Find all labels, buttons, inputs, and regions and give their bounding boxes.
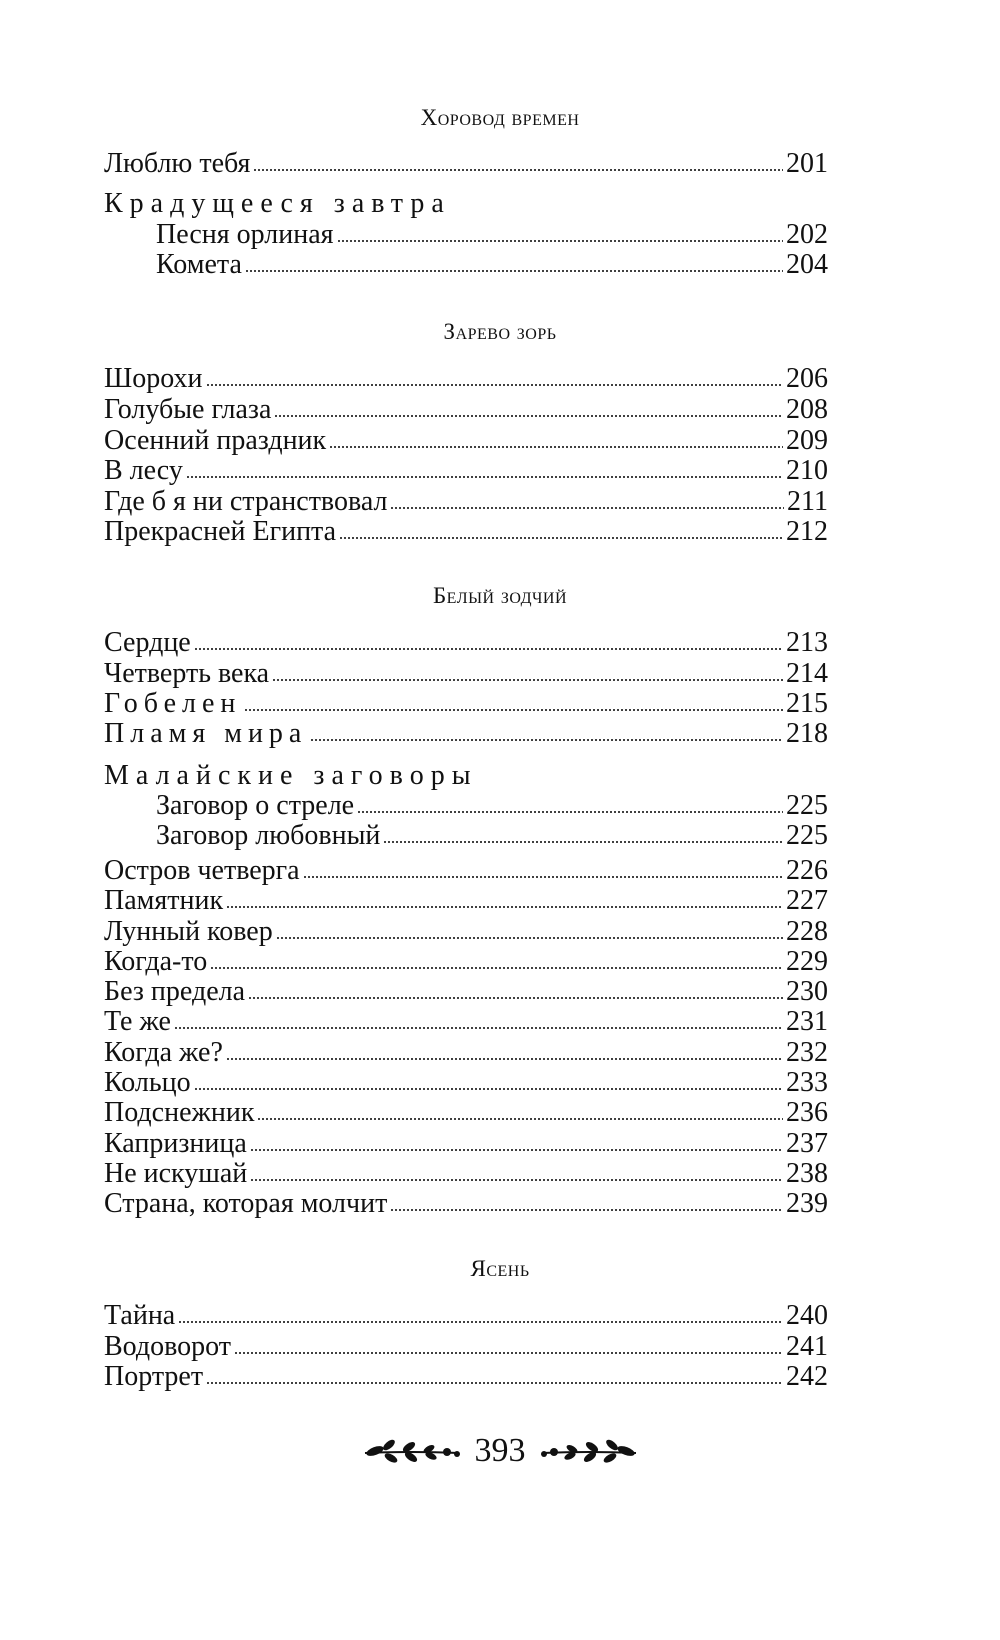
entry-page: 208 [786, 394, 828, 425]
dot-leader [194, 647, 783, 651]
toc-entry [156, 790, 828, 821]
dot-leader [337, 239, 783, 243]
entry-page: 236 [786, 1097, 828, 1128]
entry-page: 230 [786, 976, 828, 1007]
entry-page: 214 [786, 658, 828, 689]
page-footer [0, 1426, 1000, 1476]
entry-title: Гобелен [104, 688, 242, 719]
dot-leader [303, 875, 783, 879]
entry-title: Заговор о стреле [156, 790, 355, 821]
toc-entry [156, 820, 828, 851]
dot-leader [245, 269, 783, 273]
entry-title: Когда же? [104, 1037, 223, 1068]
dot-leader [210, 966, 783, 970]
entry-title: Осенний праздник [104, 425, 327, 456]
entry-title: Заговор любовный [156, 820, 381, 851]
entry-title: Портрет [104, 1361, 204, 1392]
entry-page: 239 [786, 1188, 828, 1219]
entry-title: Люблю тебя [104, 148, 251, 179]
dot-leader [178, 1320, 783, 1324]
toc-entry [104, 1037, 828, 1068]
dot-leader [250, 1148, 783, 1152]
toc-entry [104, 516, 828, 547]
toc-entry [104, 1128, 828, 1159]
entry-title: Те же [104, 1006, 171, 1037]
toc-entry [156, 249, 828, 280]
entry-title: Лунный ковер [104, 916, 273, 947]
entry-page: 240 [786, 1300, 828, 1331]
entry-page: 212 [786, 516, 828, 547]
dot-leader [274, 414, 783, 418]
toc-entry [104, 1097, 828, 1128]
dot-leader [194, 1087, 783, 1091]
entry-title: Прекрасней Египта [104, 516, 337, 547]
toc-entry [104, 1067, 828, 1098]
toc-entry [104, 425, 828, 456]
toc-entry [104, 855, 828, 886]
entry-title: Остров четверга [104, 855, 300, 886]
toc-entry [104, 1158, 828, 1189]
entry-page: 211 [787, 486, 828, 517]
toc-entry [104, 394, 828, 425]
entry-page: 215 [786, 688, 828, 719]
entry-page: 226 [786, 855, 828, 886]
entry-title: Памятник [104, 885, 224, 916]
toc-entry [104, 1331, 828, 1362]
right-leaf-ornament-icon [534, 1431, 644, 1471]
dot-leader [257, 1117, 783, 1121]
dot-leader [390, 1208, 783, 1212]
entry-title: Шорохи [104, 363, 203, 394]
group-title: Крадущееся завтра [104, 188, 451, 219]
dot-leader [272, 678, 783, 682]
entry-page: 202 [786, 219, 828, 250]
entry-title: Сердце [104, 627, 191, 658]
entry-page: 201 [786, 148, 828, 179]
entry-title: Пламя мира [104, 718, 308, 749]
entry-title: Песня орлиная [156, 219, 334, 250]
left-leaf-ornament-icon [357, 1431, 467, 1471]
dot-leader [206, 383, 783, 387]
dot-leader [310, 738, 783, 742]
dot-leader [390, 506, 784, 510]
dot-leader [206, 1381, 783, 1385]
toc-entry [104, 718, 828, 749]
dot-leader [357, 810, 783, 814]
toc-entry [156, 219, 828, 250]
entry-title: Комета [156, 249, 242, 280]
section-title: Хоровод времен [420, 105, 580, 130]
toc-entry [104, 148, 828, 179]
dot-leader [244, 708, 783, 712]
toc-entry [104, 486, 828, 517]
toc-entry [104, 658, 828, 689]
entry-page: 231 [786, 1006, 828, 1037]
entry-title: Без предела [104, 976, 246, 1007]
toc-entry [104, 363, 828, 394]
dot-leader [226, 1057, 783, 1061]
group-title: Малайские заговоры [104, 760, 478, 791]
entry-title: Водоворот [104, 1331, 232, 1362]
toc-entry [104, 916, 828, 947]
dot-leader [250, 1178, 783, 1182]
entry-title: В лесу [104, 455, 183, 486]
dot-leader [248, 996, 783, 1000]
entry-title: Не искушай [104, 1158, 248, 1189]
entry-title: Четверть века [104, 658, 270, 689]
entry-page: 225 [786, 790, 828, 821]
entry-page: 227 [786, 885, 828, 916]
toc-entry [104, 1188, 828, 1219]
dot-leader [234, 1351, 783, 1355]
entry-page: 233 [786, 1067, 828, 1098]
entry-title: Подснежник [104, 1097, 255, 1128]
toc-entry [104, 1006, 828, 1037]
entry-page: 229 [786, 946, 828, 977]
entry-page: 242 [786, 1361, 828, 1392]
toc-entry [104, 976, 828, 1007]
dot-leader [174, 1026, 783, 1030]
toc-entry [104, 885, 828, 916]
entry-title: Голубые глаза [104, 394, 272, 425]
page-number: 393 [474, 1432, 526, 1469]
entry-title: Когда-то [104, 946, 208, 977]
entry-title: Капризница [104, 1128, 247, 1159]
entry-page: 241 [786, 1331, 828, 1362]
entry-page: 238 [786, 1158, 828, 1189]
toc-entry [104, 1300, 828, 1331]
dot-leader [329, 445, 783, 449]
dot-leader [186, 475, 783, 479]
dot-leader [276, 936, 783, 940]
entry-page: 218 [786, 718, 828, 749]
section-title: Белый зодчий [432, 583, 568, 608]
entry-page: 232 [786, 1037, 828, 1068]
entry-page: 206 [786, 363, 828, 394]
entry-page: 228 [786, 916, 828, 947]
entry-page: 213 [786, 627, 828, 658]
entry-title: Где б я ни странствовал [104, 486, 388, 517]
toc-entry [104, 1361, 828, 1392]
toc-entry [104, 946, 828, 977]
dot-leader [339, 536, 783, 540]
entry-page: 225 [786, 820, 828, 851]
dot-leader [226, 905, 783, 909]
toc-entry [104, 688, 828, 719]
entry-page: 210 [786, 455, 828, 486]
entry-title: Страна, которая молчит [104, 1188, 388, 1219]
entry-page: 209 [786, 425, 828, 456]
entry-title: Кольцо [104, 1067, 191, 1098]
entry-title: Тайна [104, 1300, 176, 1331]
section-title: Зарево зорь [443, 319, 557, 344]
toc-entry [104, 455, 828, 486]
toc-entry [104, 627, 828, 658]
section-title: Ясень [470, 1256, 530, 1281]
dot-leader [383, 840, 783, 844]
entry-page: 237 [786, 1128, 828, 1159]
entry-page: 204 [786, 249, 828, 280]
dot-leader [253, 168, 783, 172]
